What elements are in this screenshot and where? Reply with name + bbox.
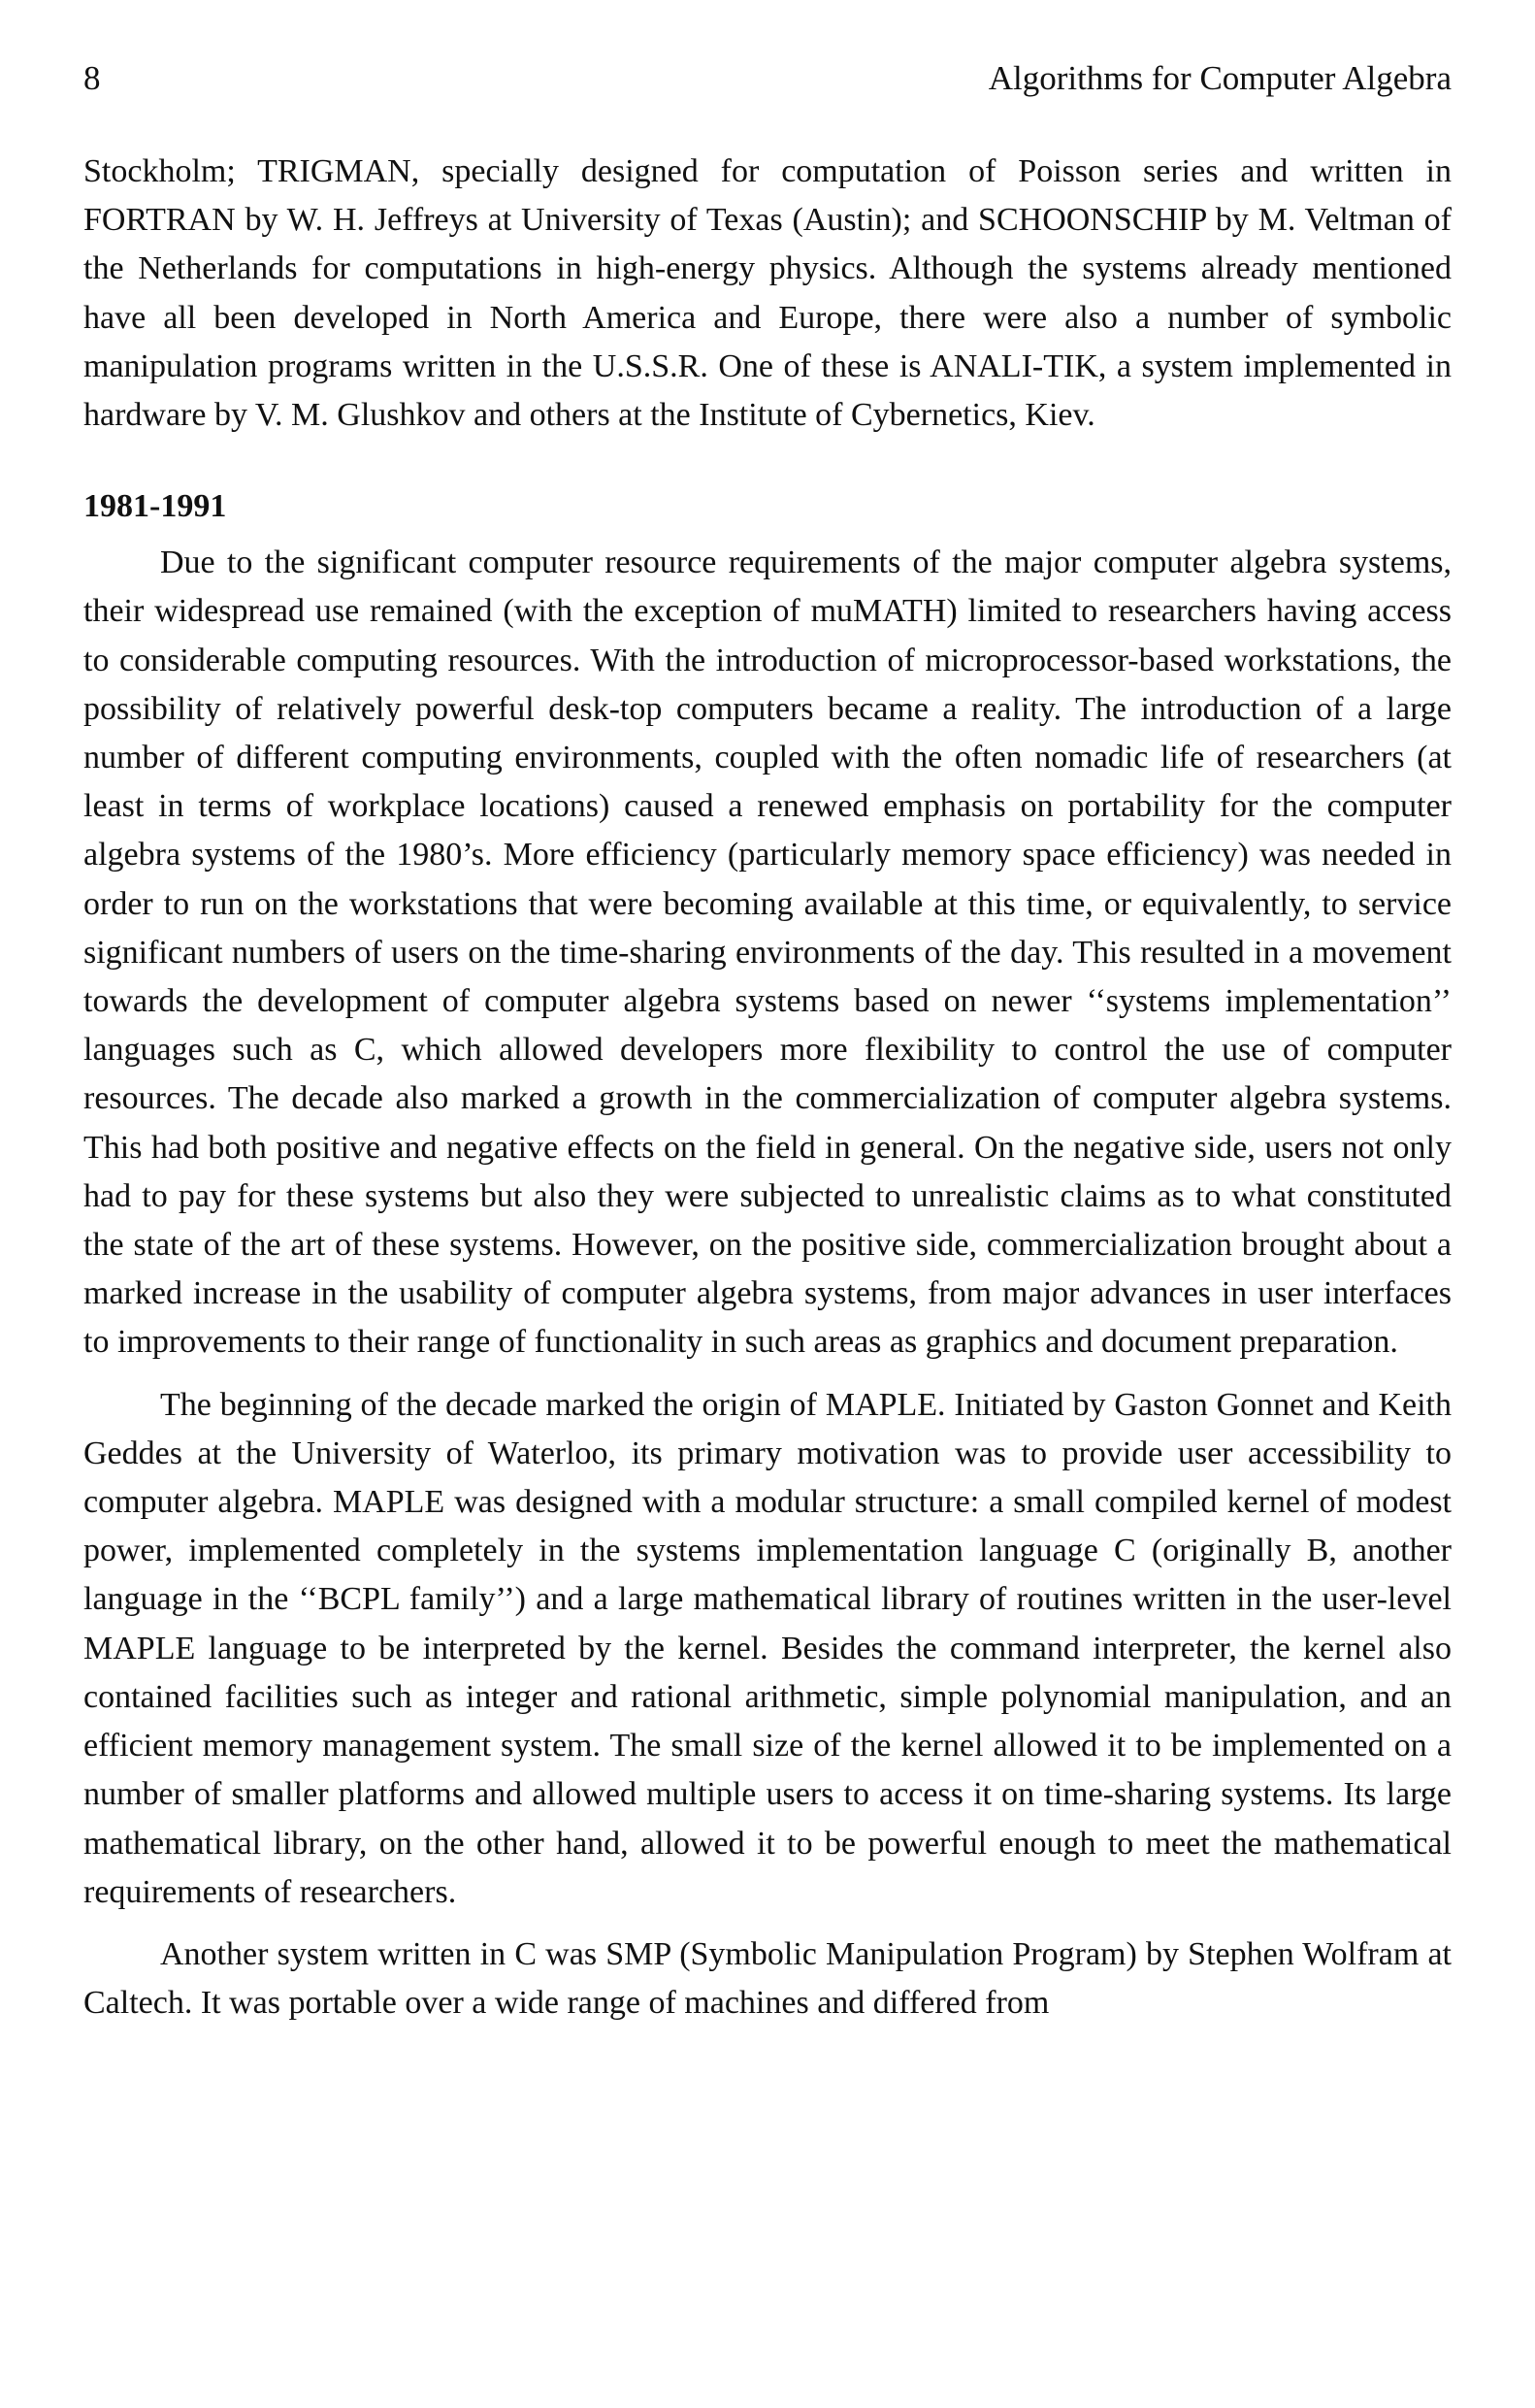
paragraph-smp: Another system written in C was SMP (Symbolic Manipulation Program) by Stephen Wolfram at Caltech. It was portable over a wide range of machines and differed from xyxy=(83,1935,1452,2022)
page xyxy=(83,58,1452,2028)
paragraph-maple-origin: The beginning of the decade marked the origin of MAPLE. Initiated by Gaston Gonnet and Keith Geddes at the University of Waterloo, its primary motivation was to provide user accessibility to computer algebra. MAPLE was designed with a modular structure: a small compiled kernel of modest power, implemented completely in the systems implementation language C (originally B, another language in the ‘‘BCPL family’’) and a large mathematical library of routines written in the user-level MAPLE language to be interpreted by the kernel. Besides the command interpreter, the kernel also contained facilities such as integer and rational arithmetic, simple polynomial manipulation, and an efficient memory management system. The small size of the kernel allowed it to be implemented on a number of smaller platforms and allowed multiple users to access it on time-sharing systems. Its large mathematical library, on the other hand, allowed it to be powerful enough to meet the mathematical requirements of researchers. xyxy=(83,1386,1452,1910)
running-title: Algorithms for Computer Algebra xyxy=(988,59,1452,97)
paragraph-resource-requirements: Due to the significant computer resource requirements of the major computer algebra systems, their widespread use remained (with the exception of muMATH) limited to researchers having access to considerable computing resources. With the introduction of microprocessor-based workstations, the possibility of relatively powerful desk-top computers became a reality. The introduction of a large number of different computing environments, coupled with the often nomadic life of researchers (at least in terms of workplace locations) caused a renewed emphasis on portability for the computer algebra systems of the 1980’s. More efficiency (particularly memory space efficiency) was needed in order to run on the workstations that were becoming available at this time, or equivalently, to service significant numbers of users on the time-sharing environments of the day. This resulted in a movement towards the development of computer algebra systems based on newer ‘‘systems implementation’’ languages such as C, which allowed developers more flexibility to control the use of computer resources. The decade also marked a growth in the commercialization of computer algebra systems. This had both positive and negative effects on the field in general. On the negative side, users not only had to pay for these systems but also they were subjected to unrealistic claims as to what constituted the state of the art of these systems. However, on the positive side, commercialization brought about a marked increase in the usability of computer algebra systems, from major advances in user interfaces to improvements to their range of functionality in such areas as graphics and document preparation. xyxy=(83,544,1452,1361)
section-heading: 1981-1991 xyxy=(83,488,227,525)
paragraph-continued: Stockholm; TRIGMAN, specially designed for computation of Poisson series and written in FORTRAN by W. H. Jeffreys at University of Texas (Austin); and SCHOONSCHIP by M. Veltman of the Netherlands for computations in high-energy physics. Although the systems already mentioned have all been developed in North America and Europe, there were also a number of symbolic manipulation programs written in the U.S.S.R. One of these is ANALI-TIK, a system implemented in hardware by V. M. Glushkov and others at the Institute of Cybernetics, Kiev. xyxy=(83,153,1452,434)
running-head xyxy=(83,58,1452,99)
page-number: 8 xyxy=(83,59,101,97)
